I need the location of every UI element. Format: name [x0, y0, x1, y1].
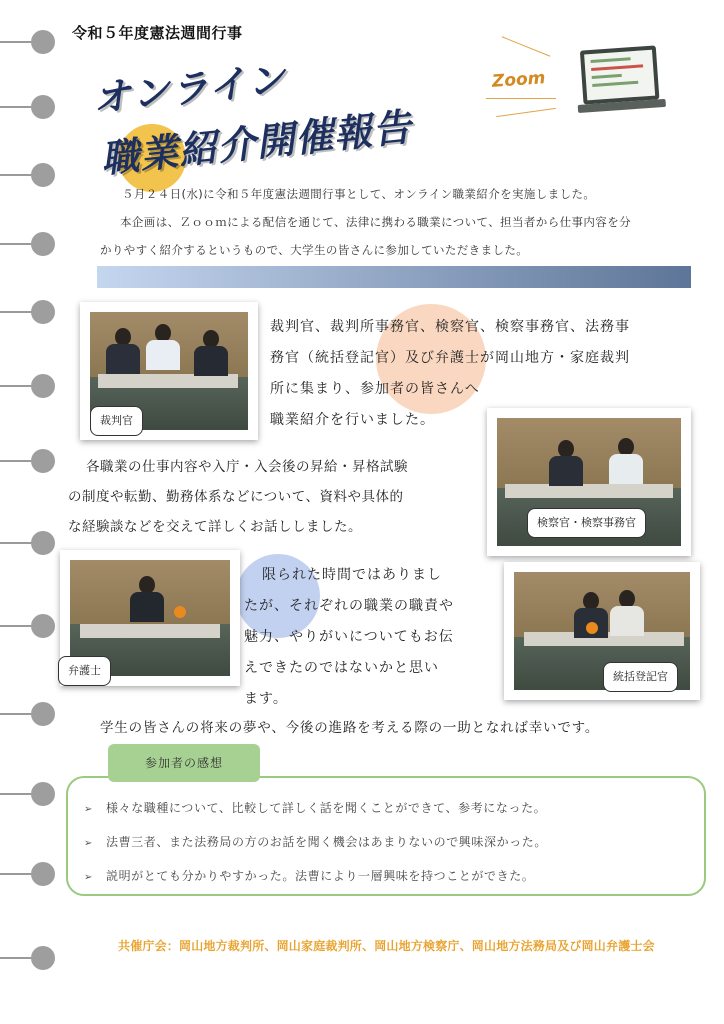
- arrow-bullet-icon: ➢: [84, 872, 93, 883]
- caption-judge: 裁判官: [90, 406, 143, 436]
- paragraph-3-line: たが、それぞれの職業の職責や: [244, 598, 454, 614]
- caption-lawyer: 弁護士: [58, 656, 111, 686]
- intro-paragraph-2-line-2: かりやすく紹介するというもので、大学生の皆さんに参加していただきました。: [100, 243, 529, 257]
- impressions-list: [84, 792, 547, 894]
- arrow-bullet-icon: ➢: [84, 838, 93, 849]
- binder-ring: [0, 782, 58, 806]
- impression-text: 説明がとても分かりやすかった。法曹により一層興味を持つことができた。: [106, 869, 535, 883]
- paragraph-3-line: 限られた時間ではありまし: [262, 567, 442, 583]
- intro-paragraph-2-line-1: 本企画は、Ｚｏｏｍによる配信を通じて、法律に携わる職業について、担当者から仕事内容を分: [120, 215, 632, 229]
- decorative-line: [496, 108, 556, 117]
- paragraph-3-line: ます。: [244, 691, 288, 707]
- impressions-title: 参加者の感想: [108, 744, 260, 782]
- closing-text: 学生の皆さんの将来の夢や、今後の進路を考える際の一助となれば幸いです。: [100, 720, 600, 736]
- paragraph-2-line: な経験談などを交えて詳しくお話ししました。: [68, 519, 362, 535]
- paragraph-2-line: の制度や転勤、勤務体系などについて、資料や具体的: [68, 489, 404, 505]
- paragraph-1-line: 所に集まり、参加者の皆さんへ: [270, 381, 480, 397]
- paragraph-1-line: 職業紹介を行いました。: [270, 412, 435, 428]
- arrow-bullet-icon: ➢: [84, 804, 93, 815]
- headline-line2: 職業紹介開催報告: [98, 104, 414, 182]
- intro-text: [100, 180, 710, 264]
- list-item: [84, 860, 547, 894]
- section-divider: [97, 266, 691, 288]
- co-hosts: 共催庁会：岡山地方裁判所、岡山家庭裁判所、岡山地方検察庁、岡山地方法務局及び岡山弁護士会: [118, 939, 655, 953]
- binder-ring: [0, 374, 58, 398]
- binder-ring: [0, 95, 58, 119]
- binder-ring: [0, 531, 58, 555]
- impression-text: 法曹三者、また法務局の方のお話を聞く機会はあまりないので興味深かった。: [106, 835, 548, 849]
- laptop-icon: [580, 45, 660, 114]
- binder-ring: [0, 862, 58, 886]
- list-item: [84, 792, 547, 826]
- impression-text: 様々な職種について、比較して詳しく話を聞くことができて、参考になった。: [106, 801, 547, 815]
- binder-ring: [0, 946, 58, 970]
- decorative-line: [486, 98, 556, 99]
- binder-ring: [0, 163, 58, 187]
- paragraph-3-line: 魅力、やりがいについてもお伝: [244, 629, 454, 645]
- binder-ring: [0, 614, 58, 638]
- caption-registrar: 統括登記官: [603, 662, 678, 692]
- binder-ring: [0, 702, 58, 726]
- caption-prosecutor: 検察官・検察事務官: [527, 508, 646, 538]
- paragraph-3: [244, 560, 454, 715]
- paragraph-2-line: 各職業の仕事内容や入庁・入会後の昇給・昇格試験: [86, 459, 408, 475]
- list-item: [84, 826, 547, 860]
- intro-paragraph-1: ５月２４日(水)に令和５年度憲法週間行事として、オンライン職業紹介を実施しました。: [122, 187, 596, 201]
- binder-ring: [0, 449, 58, 473]
- paragraph-3-line: えできたのではないかと思い: [244, 660, 439, 676]
- paragraph-2: [68, 452, 478, 542]
- binder-ring: [0, 300, 58, 324]
- headline-line1: オンライン: [90, 56, 289, 121]
- event-title: 令和５年度憲法週間行事: [72, 24, 243, 42]
- binder-ring: [0, 232, 58, 256]
- paragraph-1-line: 務官（統括登記官）及び弁護士が岡山地方・家庭裁判: [270, 350, 630, 366]
- zoom-label: Zoom: [491, 68, 547, 92]
- binder-ring: [0, 30, 58, 54]
- paragraph-1-line: 裁判官、裁判所事務官、検察官、検察事務官、法務事: [270, 319, 630, 335]
- decorative-line: [502, 36, 551, 56]
